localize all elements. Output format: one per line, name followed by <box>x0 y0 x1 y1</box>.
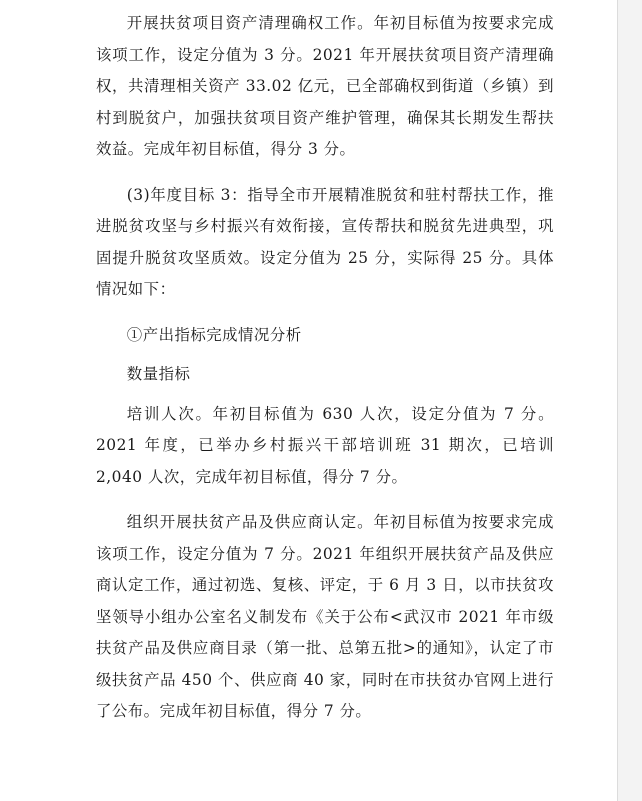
paragraph-annual-goal-3: (3)年度目标 3：指导全市开展精准脱贫和驻村帮扶工作，推进脱贫攻坚与乡村振兴有效衔接，宣传帮扶和脱贫先进典型，巩固提升脱贫攻坚质效。设定分值为 25 分，实际得 25 分。具体情况如下： <box>96 185 554 298</box>
section-heading-output-indicators: ①产出指标完成情况分析 <box>126 325 302 344</box>
paragraph-asset-confirmation: 开展扶贫项目资产清理确权工作。年初目标值为按要求完成该项工作，设定分值为 3 分。2021 年开展扶贫项目资产清理确权，共清理相关资产 33.02 亿元，已全部确权到街道（乡镇）到村到脱贫户，加强扶贫项目资产维护管理，确保其长期发生帮扶效益。完成年初目标值，得分 3 分。 <box>96 14 554 158</box>
document-body <box>96 8 554 742</box>
section-heading-quantity-indicators: 数量指标 <box>126 365 191 383</box>
paragraph-product-supplier-certification: 组织开展扶贫产品及供应商认定。年初目标值为按要求完成该项工作，设定分值为 7 分。2021 年组织开展扶贫产品及供应商认定工作，通过初选、复核、评定，于 6 月 3 日，以市扶贫攻坚领导小组办公室名义制发布《关于公布<武汉市 2021 年市级扶贫产品及供应商目录（第一批、总第五批>的通知》，认定了市级扶贫产品 450 个、供应商 40 家，同时在市扶贫办官网上进行了公布。完成年初目标值，得分 7 分。 <box>96 513 554 720</box>
paragraph-training-count: 培训人次。年初目标值为 630 人次，设定分值为 7 分。2021 年度，已举办乡村振兴干部培训班 31 期次，已培训 2,040 人次，完成年初目标值，得分 7 分。 <box>96 404 554 486</box>
